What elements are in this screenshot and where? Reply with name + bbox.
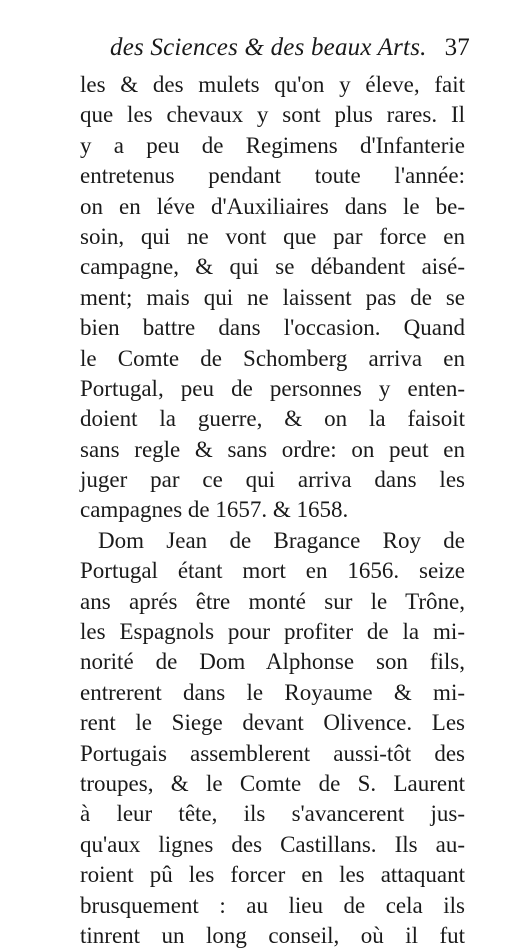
text-line: campagnes de 1657. & 1658. [80, 497, 349, 523]
text-line: entretenus pendant toute l'année: [80, 163, 465, 189]
text-line: entrerent dans le Royaume & mi- [80, 679, 465, 705]
text-line: rent le Siege devant Olivence. Les [80, 710, 465, 736]
text-line: à leur tête, ils s'avancerent jus- [80, 801, 465, 827]
text-line: sans regle & sans ordre: on peut en [80, 436, 465, 462]
text-line: campagne, & qui se débandent aisé- [80, 254, 465, 280]
text-line: troupes, & le Comte de S. Laurent [80, 770, 465, 796]
text-line: bien battre dans l'occasion. Quand [80, 315, 465, 341]
text-line: soin, qui ne vont que par force en [80, 223, 465, 249]
text-line: tinrent un long conseil, où il fut [80, 922, 465, 948]
text-line: juger par ce qui arriva dans les [80, 467, 465, 493]
text-line: Dom Jean de Bragance Roy de [98, 527, 465, 553]
running-head [110, 34, 470, 66]
running-head-title: des Sciences & des beaux Arts. [110, 34, 427, 61]
text-line: y a peu de Regimens d'Infanterie [80, 132, 465, 158]
text-line: qu'aux lignes des Castillans. Ils au- [80, 831, 465, 857]
text-line: brusquement : au lieu de cela ils [80, 892, 465, 918]
text-line: Portugais assemblerent aussi-tôt des [80, 740, 465, 766]
body-text [80, 70, 465, 951]
text-line: les Espagnols pour profiter de la mi- [80, 619, 465, 645]
text-line: ment; mais qui ne laissent pas de se [80, 284, 465, 310]
text-line: roient pû les forcer en les attaquant [80, 862, 465, 888]
text-line: on en léve d'Auxiliaires dans le be- [80, 193, 465, 219]
text-line: Portugal, peu de personnes y enten- [80, 375, 465, 401]
text-line: les & des mulets qu'on y éleve, fait [80, 72, 465, 97]
text-line: doient la guerre, & on la faisoit [80, 406, 465, 432]
text-line: Portugal étant mort en 1656. seize [80, 558, 465, 584]
text-line: le Comte de Schomberg arriva en [80, 345, 465, 371]
text-line: que les chevaux y sont plus rares. Il [80, 102, 465, 128]
page-number: 37 [444, 34, 470, 61]
text-line: norité de Dom Alphonse son fils, [80, 649, 465, 675]
text-line: ans aprés être monté sur le Trône, [80, 588, 465, 614]
